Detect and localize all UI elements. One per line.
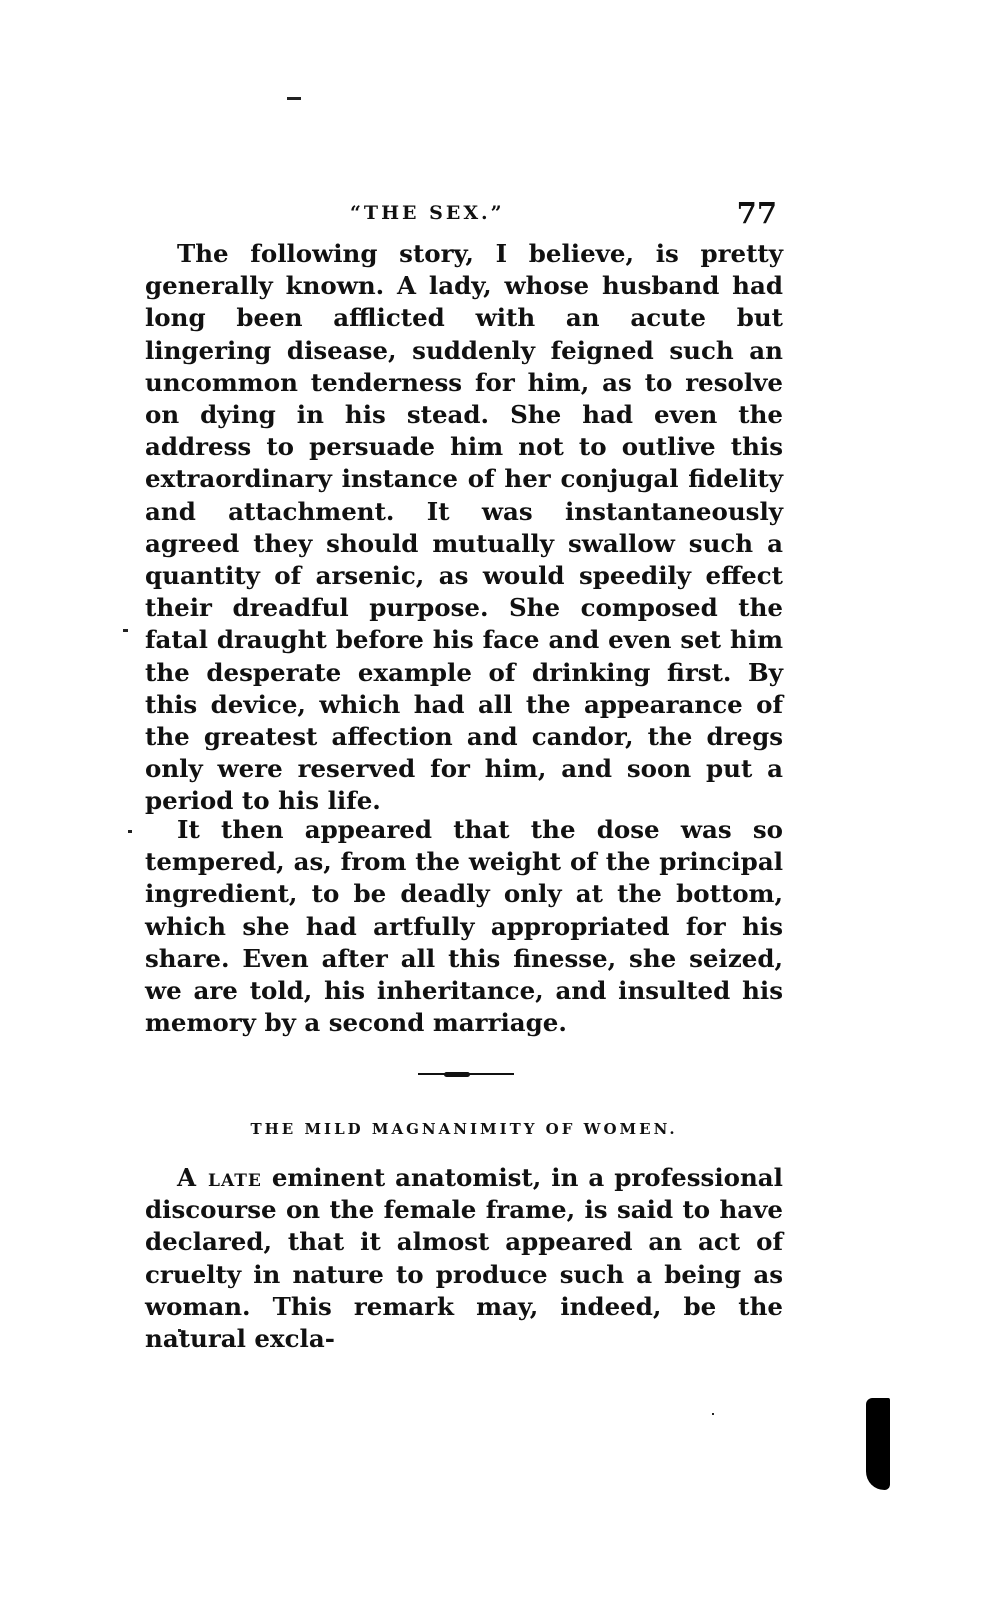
ink-speck xyxy=(712,1413,714,1415)
ink-speck xyxy=(128,830,132,833)
ink-speck xyxy=(123,629,128,632)
section-text: eminent anatomist, in a professional discourse on the female frame, is said to have declared, that it almost appeared an act of cruelty in nature to produce such a being as woman. This remark may, indeed, be the natural excla- xyxy=(145,1163,783,1354)
section-paragraph xyxy=(145,1162,783,1355)
paragraph: The following story, I believe, is pretty generally known. A lady, whose husband had long been afflicted with an acute but lingering disease, suddenly feigned such an uncommon tenderness for him, as to resolve on dying in his stead. She had even the address to persuade him not to outlive this extraordinary instance of her conjugal fidelity and attachment. It was instantaneously agreed they should mutually swallow such a quantity of arsenic, as would speedily effect their dreadful purpose. She composed the fatal draught before his face and even set him the desperate example of drinking first. By this device, which had all the appearance of the greatest affection and candor, the dregs only were reserved for him, and soon put a period to his life. xyxy=(145,239,783,816)
paragraph: It then appeared that the dose was so tempered, as, from the weight of the principal ingredient, to be deadly only at the bottom, which she had artfully appropriated for his share. Even after all this finesse, she seized, we are told, his inheritance, and insulted his memory by a second marriage. xyxy=(145,815,783,1038)
divider-knot xyxy=(444,1072,470,1077)
section-heading: THE MILD MAGNANIMITY OF WOMEN. xyxy=(250,1120,678,1138)
ink-speck xyxy=(287,97,301,100)
ornamental-divider xyxy=(418,1072,514,1077)
lead-word: A late xyxy=(177,1163,262,1192)
running-header xyxy=(145,196,785,236)
page-edge-mark xyxy=(866,1398,890,1490)
running-title: “THE SEX.” xyxy=(350,202,505,224)
page-number: 77 xyxy=(736,196,777,230)
